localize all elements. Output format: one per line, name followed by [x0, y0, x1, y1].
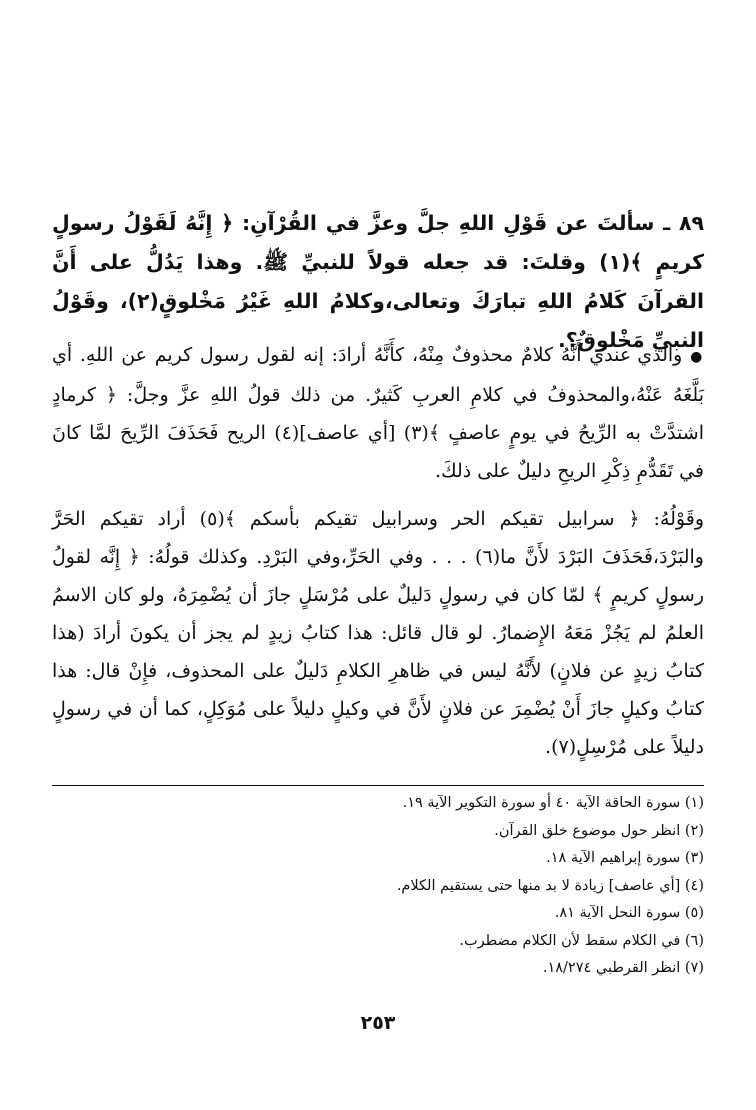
answer-paragraph-2: وقَوْلُهُ: ﴿ سرابيل تقيكم الحر وسرابيل تقيكم بأسكم ﴾(٥) أراد تقيكم الحَرَّ والبَرْدَ،فَحَذَفَ البَرْدَ لأَنَّ ما(٦) . . . وفي الحَرِّ،وفي البَرْدِ. وكذلك قولُهُ: ﴿ إِنَّه لقولُ رسولٍ كريمٍ ﴾ لمّا كان في رسولٍ دَليلٌ على مُرْسَلٍ جازَ أن يُضْمِرَهُ، ولو كان الاسمُ العلمُ لم يَجُزْ مَعَهُ الإِضمارُ. لو قال قائل: هذا كتابُ زيدٍ لم يجز أن يكونَ أرادَ (هذا كتابُ زيدٍ عن فلانٍ) لأَنَّهُ ليس في ظاهرِ الكلامِ دَليلٌ على المحذوف، فإِنْ قال: هذا كتابُ وكيلٍ جازَ أَنْ يُضْمِرَ عن فلانٍ لأَنَّ في وكيلٍ دليلاً على مُوَكِلٍ، كما أن في رسولٍ دليلاً على مُرْسِلٍ(٧).	[52, 508, 704, 758]
bullet-icon: ●	[690, 349, 704, 365]
page-number: ٢٥٣	[360, 1012, 396, 1034]
footnote-1: (١) سورة الحاقة الآية ٤٠ أو سورة التكوير الآية ١٩.	[402, 795, 704, 811]
footnote-2: (٢) انظر حول موضوع خلق القرآن.	[494, 822, 704, 839]
question-paragraph: ٨٩ ـ سألتَ عن قَوْلِ اللهِ جلَّ وعزَّ في القُرْآنِ: ﴿ إِنَّهُ لَقَوْلُ رسولٍ كريمٍ ﴾(١) وقلتَ: قد جعله قولاً للنبيِّ ﷺ. وهذا يَدُلُّ على أَنَّ القرآنَ كَلامُ اللهِ تبارَكَ وتعالى،وكلامُ اللهِ غَيْرُ مَخْلوقٍ(٢)، وقَوْلُ النبيِّ مَخْلوقٌ؟.	[52, 211, 704, 352]
footnote-3: (٣) سورة إبراهيم الآية ١٨.	[546, 850, 704, 866]
answer-paragraph-1	[52, 336, 704, 490]
footnote-5: (٥) سورة النحل الآية ٨١.	[554, 905, 704, 921]
footnote-7: (٧) انظر القرطبي ١٨/٢٧٤.	[542, 960, 704, 976]
footnotes	[52, 785, 704, 983]
footnote-6: (٦) في الكلام سقط لأن الكلام مضطرب.	[459, 932, 704, 949]
answer-paragraph-1-text: والذي عندي أَنَّهُ كلامٌ محذوفٌ مِنْهُ، كأَنَّهُ أرادَ: إنه لقول رسول كريم عن اللهِ. أي بَلَّغَهُ عَنْهُ،والمحذوفُ في كلامِ العربِ كَثيرٌ. من ذلك قولُ اللهِ عزَّ وجلَّ: ﴿ كرمادٍ اشتدَّتْ به الرِّيحُ في يومٍ عاصفٍ ﴾(٣) [أي عاصف](٤) الريح فَحَذَفَ الرِّيحَ لمَّا كانَ في تَقَدُّمِ ذِكْرِ الريحِ دليلٌ على ذلكَ.	[52, 344, 704, 482]
footnote-4: (٤) [أي عاصف] زيادة لا بد منها حتى يستقيم الكلام.	[396, 877, 704, 894]
